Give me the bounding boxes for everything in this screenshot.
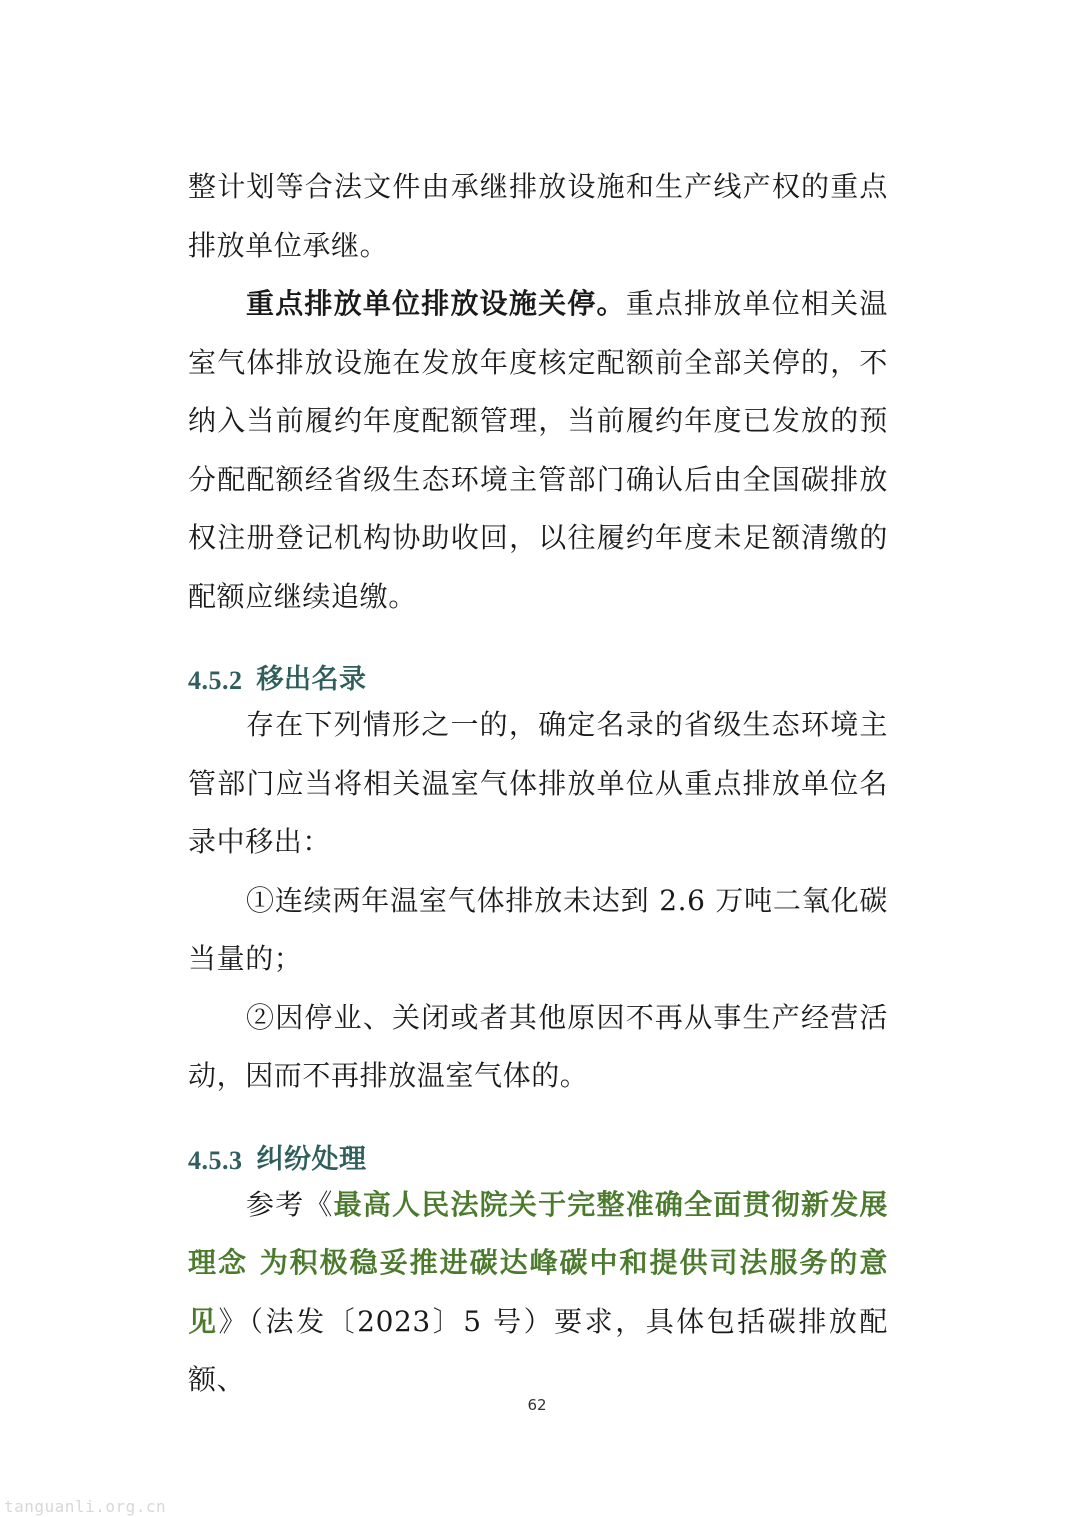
list-item-removal-1: ①连续两年温室气体排放未达到 2.6 万吨二氧化碳当量的； bbox=[188, 883, 888, 975]
section-heading-4-5-2 bbox=[188, 638, 888, 696]
referenced-document-title: 最高人民法院关于完整准确全面贯彻新发展理念 为积极稳妥推进碳达峰碳中和提供司法服务的意见 bbox=[188, 1187, 888, 1338]
dispute-text-prefix: 参考《 bbox=[246, 1187, 334, 1221]
list-item-removal-2: ②因停业、关闭或者其他原因不再从事生产经营活动，因而不再排放温室气体的。 bbox=[188, 1000, 888, 1092]
section-title: 纠纷处理 bbox=[256, 1143, 367, 1175]
facility-shutdown-body: 重点排放单位相关温室气体排放设施在发放年度核定配额前全部关停的，不纳入当前履约年度配额管理，当前履约年度已发放的预分配配额经省级生态环境主管部门确认后由全国碳排放权注册登记机构协助收回，以往履约年度未足额清缴的配额应继续追缴。 bbox=[188, 287, 888, 613]
paragraph-dispute-handling bbox=[188, 1176, 888, 1410]
section-title: 移出名录 bbox=[256, 664, 367, 695]
document-body bbox=[188, 158, 888, 1410]
paragraph-removal-intro: 存在下列情形之一的，确定名录的省级生态环境主管部门应当将相关温室气体排放单位从重点排放单位名录中移出： bbox=[188, 708, 888, 858]
paragraph-facility-shutdown bbox=[188, 275, 888, 626]
section-heading-4-5-3 bbox=[188, 1118, 888, 1176]
dispute-text-suffix: 》（法发〔2023〕5 号）要求，具体包括碳排放配额、 bbox=[188, 1304, 888, 1396]
section-number: 4.5.2 bbox=[188, 666, 243, 695]
site-watermark: tanguanli.org.cn bbox=[4, 1497, 167, 1516]
facility-shutdown-lead: 重点排放单位排放设施关停。 bbox=[246, 287, 626, 320]
section-number: 4.5.3 bbox=[188, 1145, 243, 1175]
page-number: 62 bbox=[527, 1396, 547, 1414]
paragraph-continuation: 整计划等合法文件由承继排放设施和生产线产权的重点排放单位承继。 bbox=[188, 170, 888, 262]
